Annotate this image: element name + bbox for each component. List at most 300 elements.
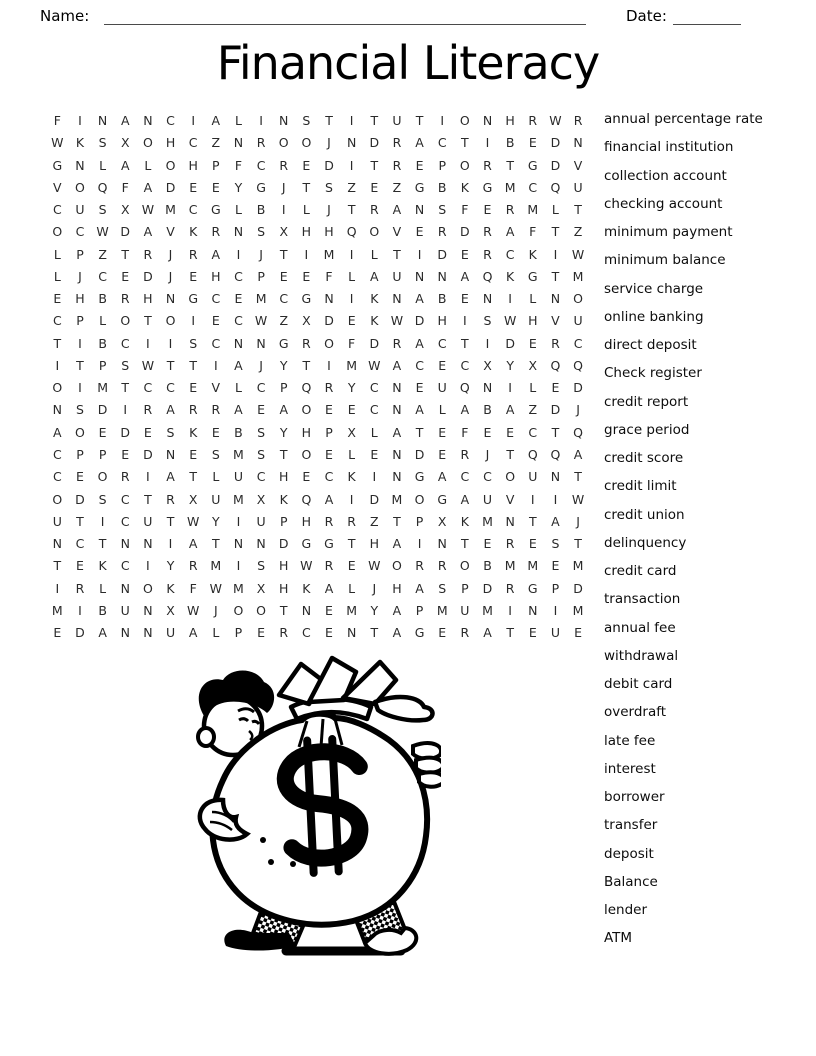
grid-cell: T bbox=[528, 513, 537, 529]
grid-row bbox=[46, 511, 589, 533]
grid-cell: O bbox=[324, 335, 334, 351]
grid-cell: T bbox=[76, 357, 84, 373]
word-list-item: annual fee bbox=[604, 619, 676, 636]
grid-cell: M bbox=[527, 202, 539, 218]
grid-cell: A bbox=[460, 268, 470, 284]
grid-cell: A bbox=[370, 268, 379, 284]
grid-cell: U bbox=[143, 513, 153, 529]
bag-tie bbox=[279, 658, 433, 720]
grid-cell: E bbox=[370, 179, 379, 195]
grid-cell: C bbox=[369, 402, 379, 418]
grid-cell: C bbox=[256, 380, 266, 396]
grid-cell: O bbox=[301, 446, 312, 462]
grid-cell: S bbox=[257, 224, 266, 240]
grid-cell: O bbox=[75, 424, 85, 440]
grid-cell: E bbox=[211, 313, 220, 329]
grid-cell: O bbox=[301, 135, 312, 151]
grid-cell: N bbox=[528, 602, 538, 618]
grid-cell: L bbox=[302, 202, 310, 218]
grid-cell: R bbox=[528, 113, 538, 128]
grid-cell: D bbox=[324, 313, 334, 329]
grid-cell: G bbox=[301, 536, 312, 552]
grid-cell: S bbox=[438, 202, 447, 218]
grid-cell: Q bbox=[550, 179, 561, 195]
grid-cell: S bbox=[121, 357, 130, 373]
grid-cell: O bbox=[573, 291, 583, 307]
grid-cell: K bbox=[460, 513, 469, 529]
grid-cell: P bbox=[325, 424, 333, 440]
grid-cell: W bbox=[571, 491, 585, 507]
grid-cell: T bbox=[347, 536, 356, 552]
grid-cell: C bbox=[505, 246, 515, 262]
right-hand bbox=[413, 743, 441, 787]
grid-cell: D bbox=[573, 380, 583, 396]
grid-cell: I bbox=[213, 357, 218, 373]
grid-cell: F bbox=[325, 268, 333, 284]
word-list-item: collection account bbox=[604, 167, 727, 184]
grid-cell: T bbox=[98, 536, 107, 552]
grid-cell: C bbox=[120, 558, 130, 574]
grid-cell: L bbox=[348, 268, 356, 284]
grid-cell: A bbox=[143, 224, 153, 240]
grid-cell: G bbox=[188, 291, 198, 307]
grid-cell: I bbox=[146, 558, 150, 574]
grid-cell: N bbox=[233, 536, 244, 552]
grid-cell: E bbox=[279, 268, 288, 284]
grid-row bbox=[46, 377, 589, 399]
grid-cell: E bbox=[76, 469, 84, 485]
word-list-item: direct deposit bbox=[604, 337, 697, 354]
grid-cell: I bbox=[372, 469, 377, 485]
grid-cell: K bbox=[460, 179, 469, 195]
grid-cell: E bbox=[528, 135, 537, 151]
grid-cell: R bbox=[143, 402, 153, 418]
word-list-item: deposit bbox=[604, 845, 654, 862]
grid-cell: I bbox=[168, 335, 173, 351]
grid-cell: T bbox=[166, 357, 175, 373]
grid-cell: D bbox=[165, 179, 176, 195]
word-list-item: debit card bbox=[604, 676, 673, 693]
grid-cell: D bbox=[143, 446, 153, 462]
grid-cell: D bbox=[120, 424, 131, 440]
grid-cell: L bbox=[212, 625, 220, 641]
grid-cell: T bbox=[574, 202, 582, 218]
word-list bbox=[604, 105, 804, 953]
grid-cell: G bbox=[210, 202, 221, 218]
grid-cell: B bbox=[256, 202, 266, 218]
grid-cell: X bbox=[166, 602, 175, 618]
grid-cell: E bbox=[211, 424, 220, 440]
grid-cell: D bbox=[143, 268, 153, 284]
word-list-item: transaction bbox=[604, 591, 681, 608]
grid-row bbox=[46, 600, 589, 622]
grid-cell: T bbox=[461, 135, 469, 151]
grid-cell: Q bbox=[550, 357, 561, 373]
grid-row bbox=[46, 533, 589, 555]
grid-cell: N bbox=[97, 113, 108, 128]
grid-row bbox=[46, 132, 589, 154]
grid-row bbox=[46, 221, 589, 243]
grid-cell: L bbox=[234, 380, 242, 396]
grid-cell: D bbox=[120, 224, 131, 240]
grid-cell: V bbox=[505, 491, 515, 507]
grid-cell: N bbox=[573, 135, 583, 151]
grid-cell: N bbox=[256, 536, 266, 552]
grid-cell: U bbox=[211, 491, 221, 507]
grid-cell: N bbox=[256, 335, 266, 351]
grid-cell: S bbox=[257, 446, 266, 462]
grid-cell: K bbox=[370, 291, 379, 307]
grid-cell: T bbox=[53, 558, 62, 574]
grid-cell: D bbox=[369, 135, 380, 151]
grid-cell: P bbox=[76, 313, 84, 329]
grid-cell: R bbox=[483, 224, 492, 240]
grid-cell: E bbox=[438, 625, 447, 641]
grid-cell: S bbox=[75, 402, 84, 418]
grid-cell: P bbox=[257, 268, 265, 284]
grid-row bbox=[46, 110, 589, 132]
grid-cell: A bbox=[211, 246, 221, 262]
grid-cell: G bbox=[437, 491, 448, 507]
grid-cell: G bbox=[527, 157, 538, 173]
grid-cell: I bbox=[78, 380, 82, 396]
grid-cell: H bbox=[143, 291, 153, 307]
grid-cell: R bbox=[324, 558, 334, 574]
grid-cell: E bbox=[325, 402, 333, 418]
grid-cell: U bbox=[233, 469, 244, 485]
grid-cell: C bbox=[256, 469, 266, 485]
grid-cell: O bbox=[278, 135, 289, 151]
grid-cell: E bbox=[325, 625, 333, 641]
grid-cell: K bbox=[75, 135, 85, 151]
grid-cell: R bbox=[505, 202, 515, 218]
grid-cell: B bbox=[98, 335, 107, 351]
word-search-grid bbox=[46, 110, 589, 644]
grid-cell: O bbox=[165, 313, 176, 329]
grid-cell: F bbox=[461, 202, 469, 218]
grid-cell: J bbox=[485, 446, 490, 462]
grid-cell: R bbox=[120, 291, 130, 307]
grid-cell: U bbox=[528, 469, 538, 485]
grid-row bbox=[46, 466, 589, 488]
grid-cell: E bbox=[460, 246, 469, 262]
grid-cell: A bbox=[120, 113, 130, 128]
grid-cell: R bbox=[505, 536, 515, 552]
grid-cell: S bbox=[211, 446, 220, 462]
grid-cell: X bbox=[256, 491, 266, 507]
grid-cell: I bbox=[55, 357, 60, 373]
word-list-item: credit card bbox=[604, 563, 677, 580]
grid-cell: R bbox=[211, 224, 221, 240]
grid-cell: L bbox=[551, 202, 559, 218]
grid-cell: C bbox=[98, 268, 107, 284]
grid-row bbox=[46, 555, 589, 577]
grid-cell: O bbox=[52, 491, 63, 507]
grid-cell: N bbox=[75, 157, 85, 173]
grid-cell: T bbox=[551, 224, 560, 240]
grid-cell: C bbox=[188, 135, 198, 151]
grid-cell: T bbox=[279, 602, 288, 618]
grid-cell: E bbox=[528, 536, 537, 552]
grid-cell: Q bbox=[482, 268, 493, 284]
grid-cell: C bbox=[52, 469, 62, 485]
grid-cell: N bbox=[414, 202, 425, 218]
grid-cell: T bbox=[506, 157, 514, 173]
grid-cell: E bbox=[438, 424, 447, 440]
grid-cell: A bbox=[234, 357, 243, 373]
grid-cell: N bbox=[120, 625, 130, 641]
grid-cell: A bbox=[551, 513, 560, 529]
grid-cell: M bbox=[572, 268, 584, 284]
grid-cell: A bbox=[483, 625, 492, 641]
grid-cell: E bbox=[347, 402, 356, 418]
grid-cell: R bbox=[120, 469, 130, 485]
grid-cell: R bbox=[188, 402, 198, 418]
grid-cell: I bbox=[78, 335, 82, 351]
word-list-item: transfer bbox=[604, 817, 658, 834]
word-list-item: credit score bbox=[604, 450, 684, 467]
grid-cell: U bbox=[573, 313, 583, 329]
grid-cell: H bbox=[528, 313, 538, 329]
grid-row bbox=[46, 578, 589, 600]
grid-cell: M bbox=[51, 602, 63, 618]
grid-cell: F bbox=[234, 157, 243, 173]
grid-cell: P bbox=[438, 157, 446, 173]
grid-cell: E bbox=[211, 179, 220, 195]
grid-cell: N bbox=[279, 113, 289, 128]
word-list-item: checking account bbox=[604, 195, 723, 212]
grid-cell: E bbox=[189, 380, 198, 396]
grid-cell: X bbox=[483, 357, 492, 373]
grid-cell: O bbox=[142, 135, 153, 151]
grid-cell: M bbox=[482, 513, 493, 529]
grid-cell: N bbox=[346, 135, 357, 151]
grid-cell: V bbox=[53, 179, 62, 195]
grid-cell: P bbox=[415, 513, 424, 529]
grid-cell: X bbox=[188, 491, 198, 507]
grid-cell: I bbox=[553, 491, 558, 507]
grid-cell: I bbox=[146, 335, 150, 351]
grid-cell: I bbox=[78, 113, 82, 128]
grid-cell: A bbox=[279, 402, 288, 418]
grid-cell: L bbox=[99, 313, 107, 329]
grid-cell: R bbox=[392, 335, 402, 351]
grid-cell: R bbox=[392, 157, 402, 173]
grid-cell: J bbox=[168, 268, 173, 284]
grid-cell: A bbox=[98, 625, 107, 641]
grid-cell: E bbox=[483, 202, 492, 218]
grid-cell: M bbox=[346, 357, 358, 373]
grid-row bbox=[46, 266, 589, 288]
grid-cell: A bbox=[415, 335, 424, 351]
grid-cell: F bbox=[121, 179, 129, 195]
grid-cell: I bbox=[78, 602, 82, 618]
grid-cell: C bbox=[573, 335, 583, 351]
grid-cell: U bbox=[482, 491, 493, 507]
grid-cell: G bbox=[278, 335, 289, 351]
grid-cell: K bbox=[189, 224, 198, 240]
grid-cell: X bbox=[120, 135, 130, 151]
grid-cell: L bbox=[234, 202, 242, 218]
grid-cell: W bbox=[186, 602, 200, 618]
grid-cell: I bbox=[236, 513, 241, 529]
grid-cell: T bbox=[121, 246, 130, 262]
grid-cell: I bbox=[281, 202, 286, 218]
grid-cell: E bbox=[551, 380, 560, 396]
grid-cell: M bbox=[527, 558, 539, 574]
grid-cell: Z bbox=[392, 179, 402, 195]
grid-cell: R bbox=[211, 402, 221, 418]
grid-cell: O bbox=[233, 602, 244, 618]
grid-cell: I bbox=[485, 135, 490, 151]
word-list-item: late fee bbox=[604, 732, 656, 749]
grid-cell: T bbox=[393, 513, 401, 529]
grid-row bbox=[46, 399, 589, 421]
grid-cell: O bbox=[392, 558, 402, 574]
grid-cell: K bbox=[347, 469, 356, 485]
grid-cell: D bbox=[550, 135, 561, 151]
grid-cell: C bbox=[52, 446, 62, 462]
grid-cell: R bbox=[324, 380, 334, 396]
grid-cell: B bbox=[505, 135, 515, 151]
grid-cell: T bbox=[76, 513, 84, 529]
grid-cell: J bbox=[576, 513, 580, 529]
grid-cell: I bbox=[55, 580, 60, 596]
grid-cell: T bbox=[189, 469, 197, 485]
word-list-item: annual percentage rate bbox=[604, 111, 763, 128]
grid-cell: E bbox=[257, 402, 266, 418]
grid-cell: S bbox=[257, 558, 266, 574]
grid-cell: A bbox=[324, 491, 334, 507]
grid-cell: W bbox=[51, 135, 64, 151]
grid-cell: U bbox=[437, 380, 447, 396]
grid-cell: A bbox=[415, 291, 424, 307]
grid-cell: E bbox=[506, 424, 515, 440]
word-list-item: lender bbox=[604, 902, 648, 919]
grid-cell: D bbox=[369, 491, 380, 507]
grid-cell: A bbox=[324, 580, 334, 596]
grid-cell: R bbox=[483, 246, 492, 262]
grid-cell: N bbox=[52, 402, 62, 418]
grid-cell: E bbox=[415, 224, 424, 240]
grid-cell: E bbox=[325, 602, 333, 618]
grid-cell: A bbox=[166, 469, 175, 485]
grid-cell: N bbox=[233, 135, 244, 151]
grid-cell: T bbox=[506, 446, 514, 462]
grid-cell: L bbox=[99, 580, 107, 596]
grid-cell: D bbox=[414, 446, 425, 462]
grid-cell: E bbox=[121, 268, 130, 284]
grid-cell: U bbox=[573, 179, 583, 195]
grid-cell: C bbox=[166, 380, 175, 396]
grid-cell: I bbox=[440, 113, 445, 128]
grid-cell: E bbox=[121, 446, 130, 462]
grid-cell: I bbox=[349, 113, 354, 128]
grid-cell: A bbox=[392, 357, 402, 373]
grid-cell: P bbox=[279, 380, 288, 396]
grid-row bbox=[46, 310, 589, 332]
grid-cell: P bbox=[279, 513, 288, 529]
word-list-item: credit limit bbox=[604, 478, 677, 495]
grid-cell: H bbox=[301, 224, 312, 240]
grid-cell: C bbox=[211, 335, 221, 351]
grid-cell: R bbox=[324, 513, 334, 529]
grid-cell: Z bbox=[211, 135, 221, 151]
grid-cell: Q bbox=[301, 491, 312, 507]
grid-cell: A bbox=[415, 580, 424, 596]
grid-cell: W bbox=[186, 513, 200, 529]
grid-cell: T bbox=[461, 536, 469, 552]
grid-cell: E bbox=[483, 536, 492, 552]
grid-cell: S bbox=[98, 202, 107, 218]
grid-cell: L bbox=[234, 113, 242, 128]
word-list-item: ATM bbox=[604, 930, 633, 947]
grid-cell: S bbox=[483, 313, 492, 329]
word-list-item: financial institution bbox=[604, 139, 734, 156]
grid-cell: Q bbox=[527, 446, 538, 462]
grid-cell: Q bbox=[301, 380, 312, 396]
grid-cell: M bbox=[165, 202, 176, 218]
grid-cell: I bbox=[100, 513, 105, 529]
grid-cell: J bbox=[213, 602, 218, 618]
grid-cell: P bbox=[234, 625, 243, 641]
grid-cell: E bbox=[347, 313, 356, 329]
grid-cell: C bbox=[120, 335, 130, 351]
grid-cell: M bbox=[323, 246, 335, 262]
grid-cell: R bbox=[573, 113, 583, 128]
money-bag-man-illustration bbox=[183, 650, 441, 965]
grid-cell: D bbox=[75, 491, 85, 507]
grid-cell: R bbox=[256, 135, 266, 151]
grid-cell: V bbox=[166, 224, 175, 240]
grid-cell: N bbox=[550, 469, 561, 485]
grid-cell: E bbox=[53, 625, 62, 641]
word-list-item: minimum payment bbox=[604, 224, 733, 241]
grid-cell: C bbox=[460, 469, 470, 485]
grid-cell: R bbox=[460, 625, 470, 641]
grid-cell: T bbox=[415, 424, 424, 440]
grid-cell: C bbox=[52, 202, 62, 218]
grid-cell: S bbox=[551, 536, 560, 552]
grid-cell: C bbox=[52, 313, 62, 329]
grid-cell: B bbox=[437, 291, 447, 307]
grid-cell: I bbox=[191, 313, 195, 329]
grid-cell: N bbox=[120, 536, 130, 552]
grid-cell: F bbox=[189, 580, 197, 596]
grid-cell: H bbox=[279, 469, 289, 485]
grid-cell: J bbox=[78, 268, 82, 284]
grid-cell: R bbox=[483, 157, 492, 173]
grid-cell: A bbox=[392, 602, 402, 618]
grid-cell: H bbox=[279, 580, 289, 596]
grid-cell: I bbox=[463, 313, 467, 329]
grid-cell: J bbox=[259, 357, 263, 373]
grid-cell: H bbox=[324, 224, 334, 240]
word-list-item: interest bbox=[604, 760, 656, 777]
grid-cell: I bbox=[146, 469, 150, 485]
grid-cell: Q bbox=[346, 224, 357, 240]
grid-cell: D bbox=[550, 402, 561, 418]
grid-row bbox=[46, 333, 589, 355]
grid-cell: G bbox=[527, 268, 538, 284]
grid-cell: G bbox=[482, 179, 493, 195]
grid-cell: K bbox=[166, 580, 175, 596]
grid-cell: C bbox=[483, 469, 492, 485]
grid-cell: N bbox=[143, 602, 153, 618]
grid-cell: C bbox=[415, 357, 424, 373]
grid-cell: W bbox=[549, 113, 562, 128]
grid-cell: V bbox=[573, 157, 583, 173]
